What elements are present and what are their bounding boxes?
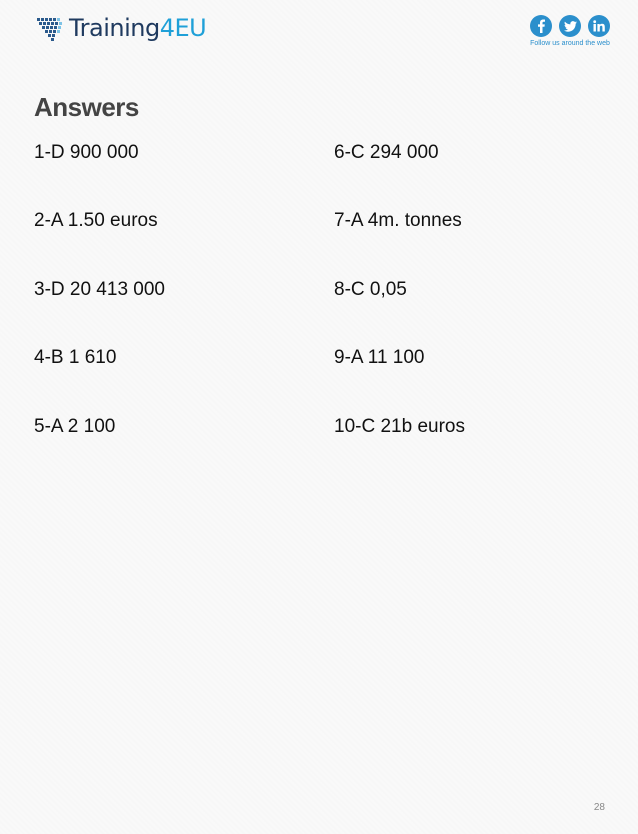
- answer-item: 8-C 0,05: [334, 279, 407, 300]
- social-caption: Follow us around the web: [530, 40, 610, 47]
- answer-item: 10-C 21b euros: [334, 416, 465, 437]
- social-links: [529, 15, 611, 47]
- twitter-icon[interactable]: [559, 15, 581, 37]
- facebook-icon[interactable]: [530, 15, 552, 37]
- logo-text-training: Training: [69, 14, 160, 42]
- linkedin-icon[interactable]: [588, 15, 610, 37]
- answer-item: 3-D 20 413 000: [34, 279, 165, 300]
- page-number: 28: [593, 802, 605, 813]
- logo-text: [69, 12, 206, 44]
- answer-item: 1-D 900 000: [34, 142, 139, 163]
- training4eu-logo[interactable]: [35, 12, 206, 44]
- answer-item: 9-A 11 100: [334, 347, 425, 368]
- logo-text-4eu: 4EU: [159, 14, 207, 42]
- social-icons: [530, 15, 610, 37]
- answer-item: 6-C 294 000: [334, 142, 439, 163]
- logo-grid-icon: [35, 12, 67, 44]
- answer-item: 2-A 1.50 euros: [34, 210, 158, 231]
- answer-item: 5-A 2 100: [34, 416, 116, 437]
- page-title: Answers: [34, 92, 139, 122]
- answer-item: 4-B 1 610: [34, 347, 117, 368]
- answer-item: 7-A 4m. tonnes: [334, 210, 462, 231]
